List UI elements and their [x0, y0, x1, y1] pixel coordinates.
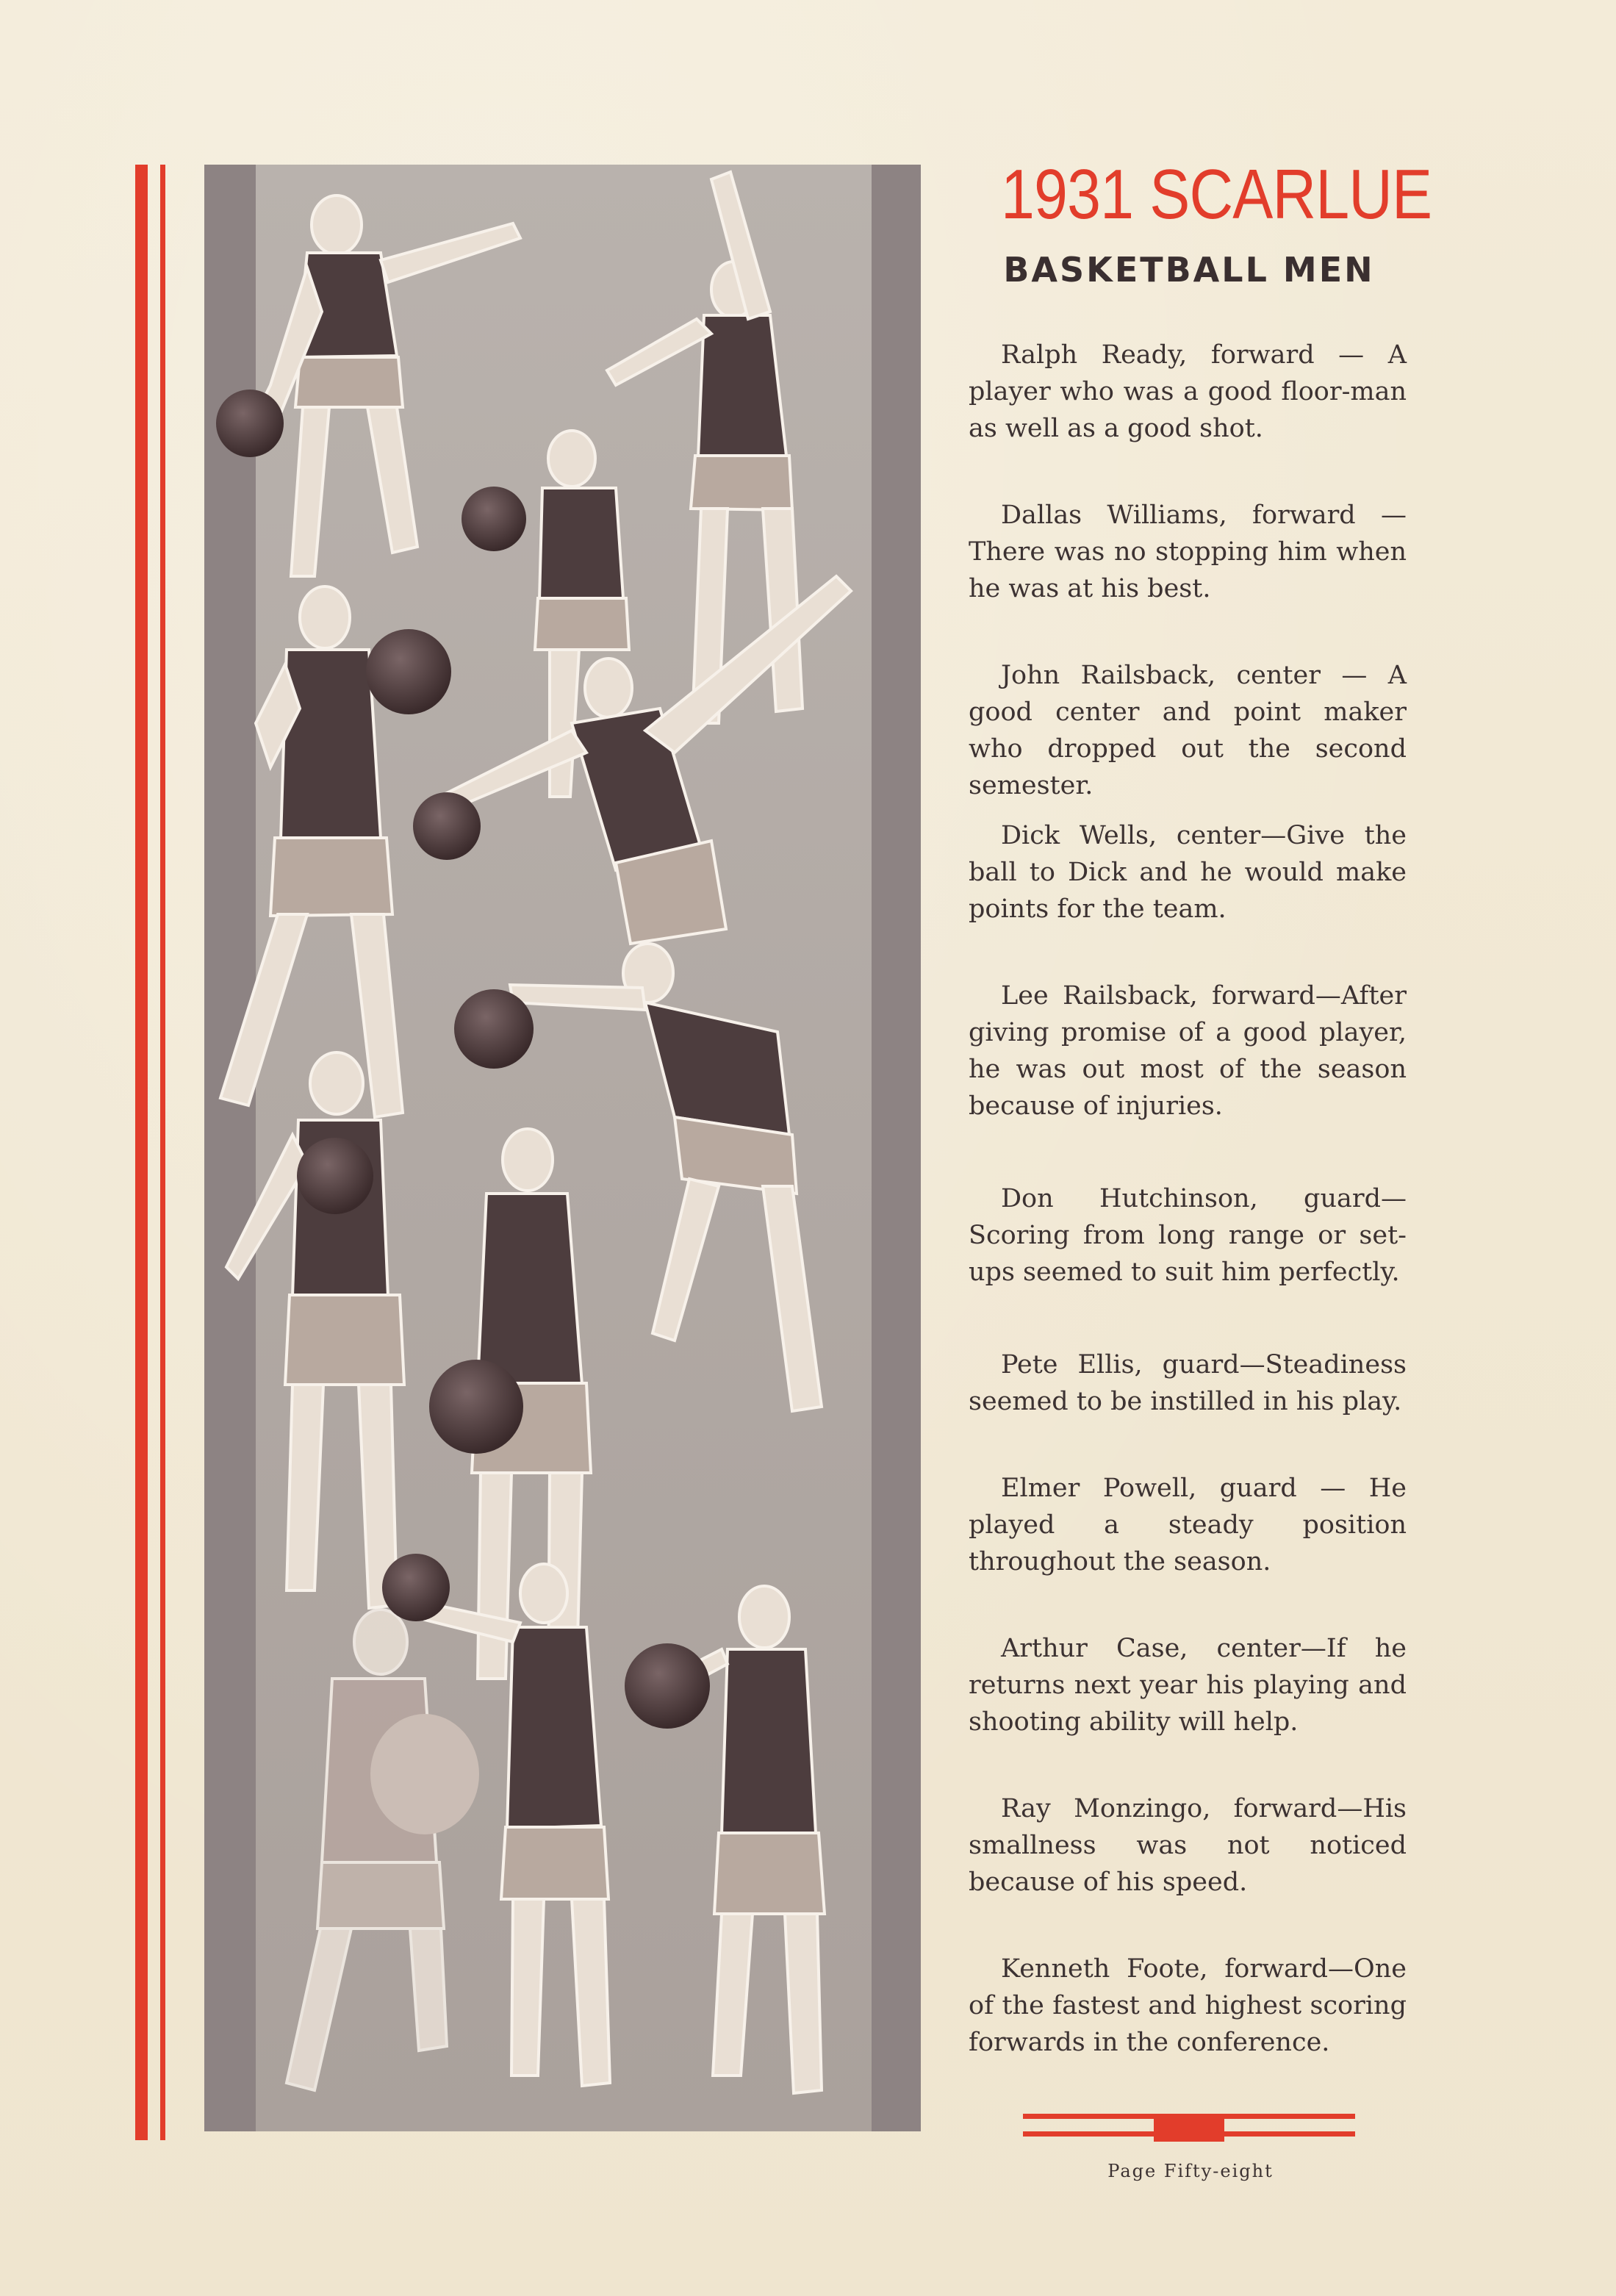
footer-ornament	[1023, 2114, 1355, 2143]
bio-ralph-ready: Ralph Ready, forward — A player who was a good floor-man as well as a good shot.	[969, 340, 1407, 443]
page-subtitle: BASKETBALL MEN	[1003, 250, 1375, 290]
bio-john-railsback: John Railsback, center — A good center and point maker who dropped out the second semester.	[969, 661, 1407, 800]
bio-kenneth-foote: Kenneth Foote, forward—One of the fastest and highest scoring forwards in the conference.	[969, 1954, 1407, 2057]
basketball-10	[625, 1643, 710, 1729]
player-figure-5	[439, 576, 851, 944]
bio-pete-ellis: Pete Ellis, guard—Steadiness seemed to be instilled in his play.	[969, 1350, 1407, 1416]
player-figure-7	[226, 1052, 404, 1608]
page-number: Page Fifty-eight	[1107, 2161, 1274, 2181]
basketball-5	[454, 989, 534, 1069]
basketball-8	[370, 1714, 479, 1834]
basketball-3	[366, 629, 451, 714]
bio-arthur-case: Arthur Case, center—If he returns next year his playing and shooting ability will help.	[969, 1634, 1407, 1737]
ornament-block	[1154, 2114, 1224, 2142]
player-figures	[204, 165, 921, 2131]
player-photo-montage	[204, 165, 921, 2131]
basketball-2	[462, 487, 526, 551]
bio-dallas-williams: Dallas Williams, forward — There was no stopping him when he was at his best.	[969, 501, 1407, 603]
left-red-rule-thick	[135, 165, 148, 2140]
bio-lee-railsback: Lee Railsback, forward—After giving promise of a good player, he was out most of the season because of injuries.	[969, 981, 1407, 1121]
player-bios	[969, 337, 1407, 2071]
basketball-7	[429, 1360, 523, 1454]
player-figure-9	[287, 1610, 447, 2090]
page-title: 1931 SCARLUE	[1001, 155, 1432, 234]
bio-don-hutchinson: Don Hutchinson, guard—Scoring from long range or set-ups seemed to suit him perfectly.	[969, 1184, 1407, 1287]
basketball-4	[413, 792, 481, 860]
left-red-rule-thin	[160, 165, 165, 2140]
bio-elmer-powell: Elmer Powell, guard — He played a steady position throughout the season.	[969, 1474, 1407, 1576]
basketball-1	[216, 390, 284, 457]
basketball-9	[382, 1554, 450, 1621]
bio-ray-monzingo: Ray Monzingo, forward—His smallness was not noticed because of his speed.	[969, 1794, 1407, 1897]
bio-dick-wells: Dick Wells, center—Give the ball to Dick and he would make points for the team.	[969, 821, 1407, 924]
basketball-6	[297, 1138, 373, 1214]
